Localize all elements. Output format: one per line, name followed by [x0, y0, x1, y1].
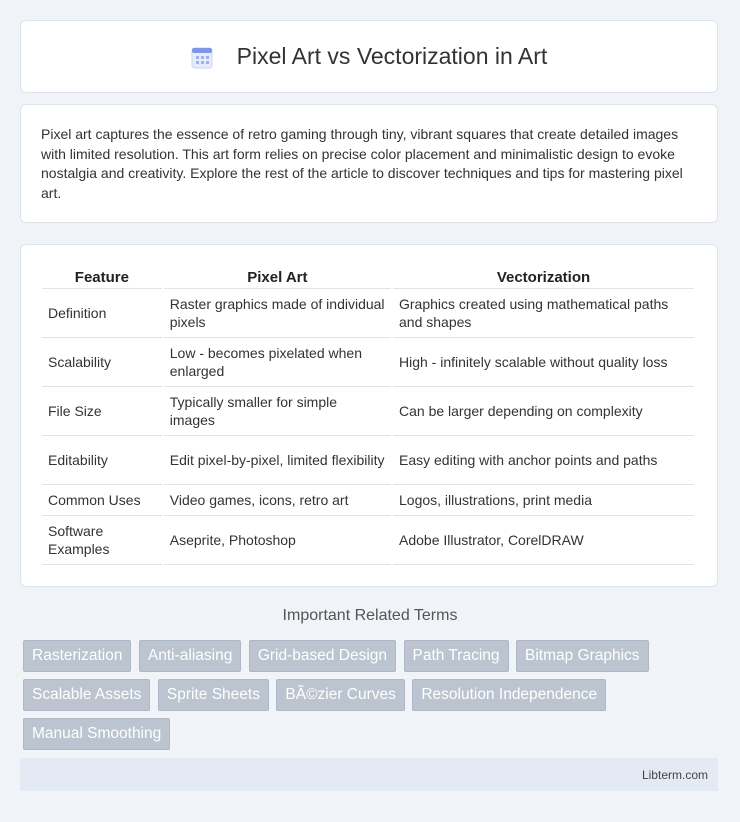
comparison-card	[20, 244, 718, 587]
header-pixel-art: Pixel Art	[164, 265, 391, 289]
tag-bitmap-graphics[interactable]: Bitmap Graphics	[516, 640, 649, 672]
page-title: Pixel Art vs Vectorization in Art	[236, 43, 548, 69]
tag-manual-smoothing[interactable]: Manual Smoothing	[23, 718, 170, 750]
header-vectorization: Vectorization	[393, 265, 694, 289]
table-cell: Scalability	[42, 338, 162, 387]
footer-site-link[interactable]: Libterm.com	[641, 767, 708, 782]
table-row	[42, 485, 694, 516]
calendar-icon	[191, 45, 213, 69]
title-card	[20, 20, 718, 93]
tag-resolution-independence[interactable]: Resolution Independence	[412, 679, 606, 711]
table-row	[42, 338, 694, 387]
table-cell: Easy editing with anchor points and paths	[393, 436, 694, 485]
intro-text: Pixel art captures the essence of retro gaming through tiny, vibrant squares that create detailed images with limited resolution. This art form relies on precise color placement and minimalistic design to evoke nostalgia and creativity. Explore the rest of the article to discover techniques and tips for mastering pixel art.	[41, 126, 683, 201]
table-cell: Raster graphics made of individual pixels	[164, 289, 391, 338]
table-row	[42, 387, 694, 436]
table-cell: File Size	[42, 387, 162, 436]
table-cell: Can be larger depending on complexity	[393, 387, 694, 436]
tag-path-tracing[interactable]: Path Tracing	[404, 640, 509, 672]
comparison-table	[40, 265, 696, 565]
table-cell: High - infinitely scalable without quality loss	[393, 338, 694, 387]
table-cell: Edit pixel-by-pixel, limited flexibility	[164, 436, 391, 485]
tag-sprite-sheets[interactable]: Sprite Sheets	[158, 679, 269, 711]
table-row	[42, 289, 694, 338]
tag-rasterization[interactable]: Rasterization	[23, 640, 131, 672]
intro-card	[20, 104, 718, 223]
table-cell: Video games, icons, retro art	[164, 485, 391, 516]
tag-anti-aliasing[interactable]: Anti-aliasing	[139, 640, 241, 672]
related-terms-list	[23, 640, 713, 757]
table-cell: Graphics created using mathematical paths and shapes	[393, 289, 694, 338]
table-cell: Software Examples	[42, 516, 162, 565]
table-cell: Typically smaller for simple images	[164, 387, 391, 436]
table-cell: Adobe Illustrator, CorelDRAW	[393, 516, 694, 565]
tag-bezier-curves[interactable]: BÃ©zier Curves	[276, 679, 404, 711]
table-cell: Definition	[42, 289, 162, 338]
tag-scalable-assets[interactable]: Scalable Assets	[23, 679, 150, 711]
table-header-row	[42, 265, 694, 289]
table-row	[42, 516, 694, 565]
table-cell: Editability	[42, 436, 162, 485]
tag-grid-based-design[interactable]: Grid-based Design	[249, 640, 396, 672]
footer	[20, 758, 718, 791]
table-cell: Common Uses	[42, 485, 162, 516]
table-cell: Low - becomes pixelated when enlarged	[164, 338, 391, 387]
table-row	[42, 436, 694, 485]
table-cell: Aseprite, Photoshop	[164, 516, 391, 565]
header-feature: Feature	[42, 265, 162, 289]
related-terms-title: Important Related Terms	[282, 607, 458, 624]
table-cell: Logos, illustrations, print media	[393, 485, 694, 516]
